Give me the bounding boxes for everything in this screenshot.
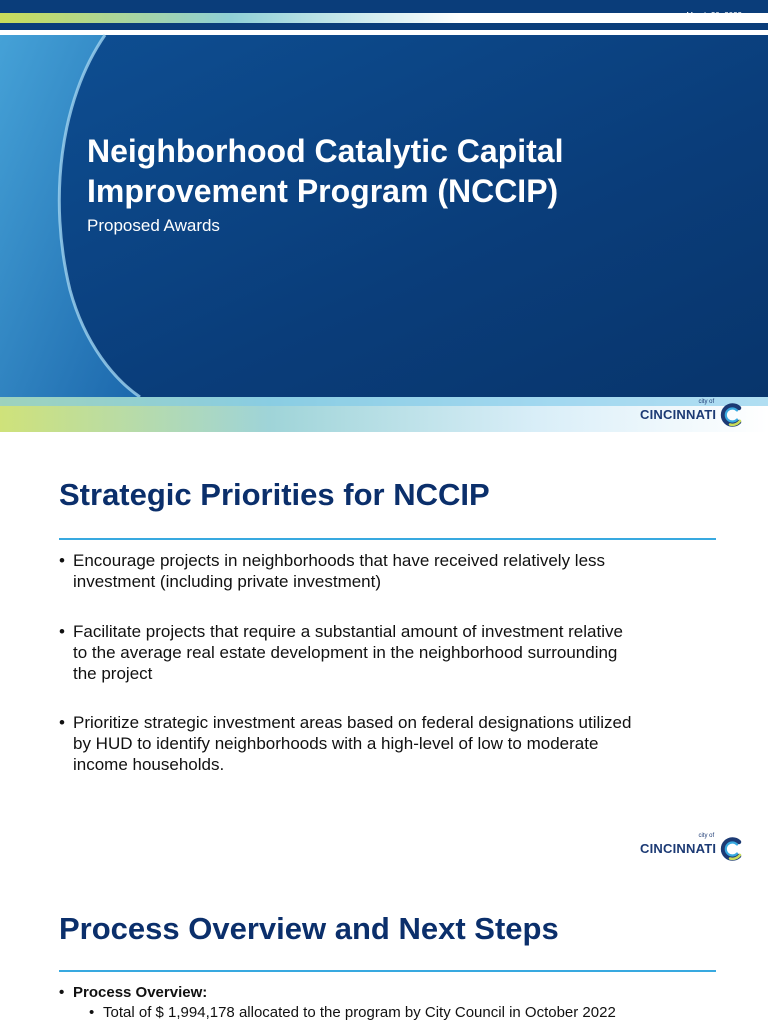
process-bullet [59,983,207,1003]
bullet-text: Encourage projects in neighborhoods that have received relatively less [73,551,606,570]
strategic-priorities-slide [0,433,768,868]
bullet-dot: • [59,713,65,732]
heading-divider [59,538,716,540]
title-slide [0,0,768,432]
cincinnati-logo [640,399,744,428]
process-overview-slide [0,869,768,1024]
bullet-text: income households. [73,755,225,774]
logo-wordmark: CINCINNATI [640,841,717,856]
bullet-text: Facilitate projects that require a substantial amount of investment relative [73,622,623,641]
bullet-text: by HUD to identify neighborhoods with a high-level of low to moderate [73,734,599,753]
logo-city-of: city of [698,833,715,839]
logo-wordmark: CINCINNATI [640,407,717,422]
slide-subtitle: Proposed Awards [87,216,220,235]
cincinnati-logo [640,833,744,862]
bullet-dot: • [59,622,65,641]
presentation-date: March 20, 2023 [686,11,742,20]
slide-title [87,131,727,211]
bullet-text: Prioritize strategic investment areas based on federal designations utilized [73,713,632,732]
process-sub-bullet [89,1003,616,1023]
logo-c-icon [718,402,744,428]
slide-heading: Strategic Priorities for NCCIP [59,477,490,512]
bullet-dot: • [89,1004,95,1021]
bullet-dot: • [59,984,65,1001]
bullet-text: to the average real estate development in the neighborhood surrounding [73,643,618,662]
bullet-text: Process Overview: [73,984,208,1001]
bullet-text: investment (including private investment) [73,572,382,591]
priority-bullet-3 [59,712,709,775]
slide-heading: Process Overview and Next Steps [59,911,559,946]
bullet-text: the project [73,664,153,683]
slide-title-line-2: Improvement Program (NCCIP) [87,173,559,209]
logo-city-of: city of [698,399,715,405]
bullet-text: Total of $ 1,994,178 allocated to the program by City Council in October 2022 [103,1004,616,1021]
bullet-dot: • [59,551,65,570]
logo-c-icon [718,836,744,862]
priority-bullet-2 [59,621,709,684]
priority-bullet-1 [59,550,709,592]
heading-divider [59,970,716,972]
slide-title-line-1: Neighborhood Catalytic Capital [87,133,564,169]
